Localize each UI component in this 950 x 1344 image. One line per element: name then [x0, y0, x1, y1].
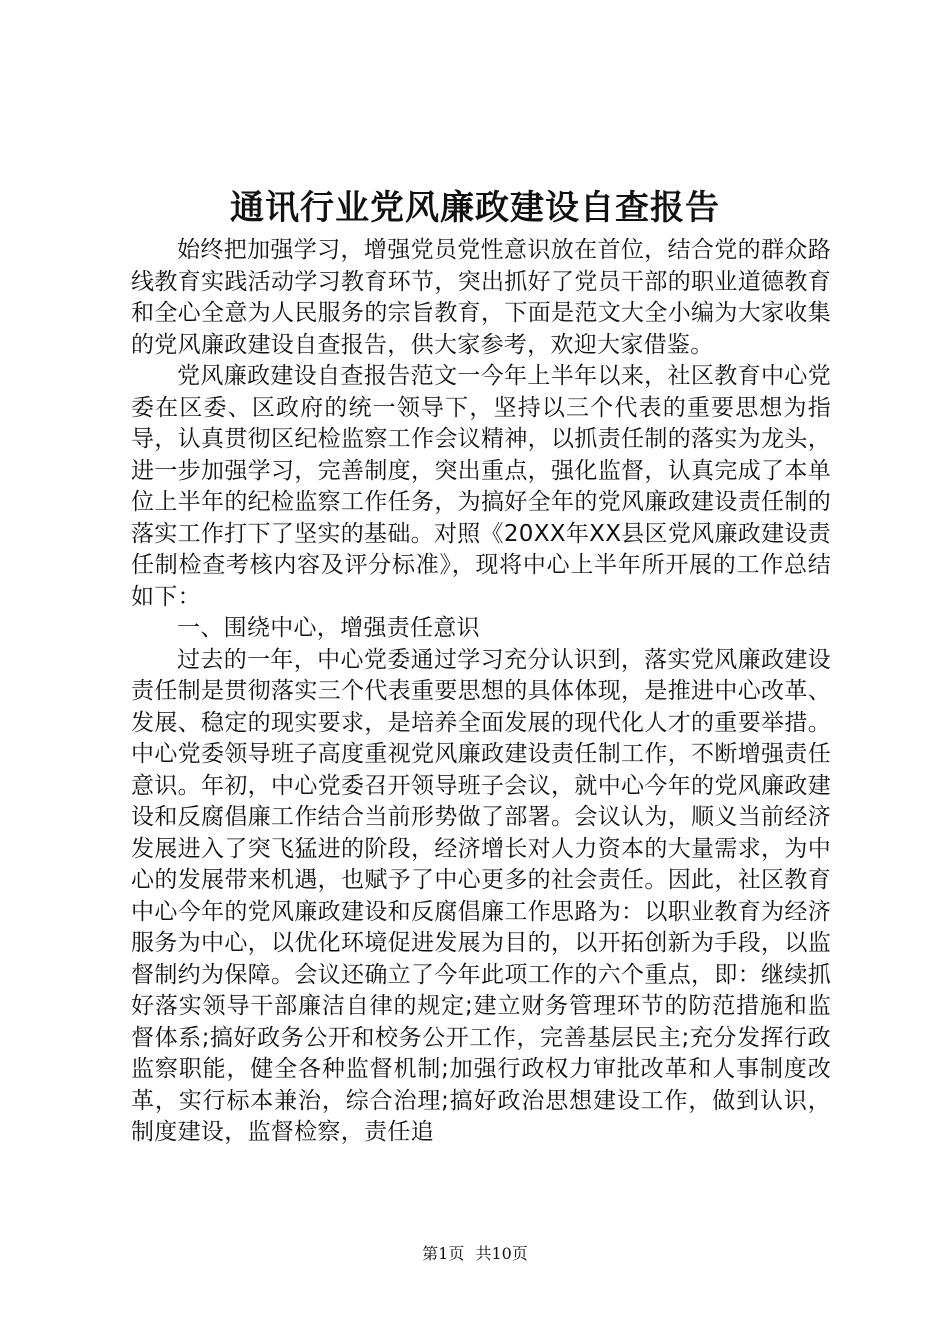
page-number: 第1页 [422, 1244, 465, 1263]
section-heading-1: 一、围绕中心，增强责任意识 [177, 615, 480, 641]
page-footer [0, 1243, 950, 1265]
paragraph-section-1: 过去的一年，中心党委通过学习充分认识到，落实党风廉政建设责任制是贯彻落实三个代表重要思想的具体体现，是推进中心改革、发展、稳定的现实要求，是培养全面发展的现代化人才的重要举措。中心党委领导班子高度重视党风廉政建设责任制工作，不断增强责任意识。年初，中心党委召开领导班子会议，就中心今年的党风廉政建设和反腐倡廉工作结合当前形势做了部署。会议认为，顺义当前经济发展进入了突飞猛进的阶段，经济增长对人力资本的大量需求，为中心的发展带来机遇，也赋予了中心更多的社会责任。因此，社区教育中心今年的党风廉政建设和反腐倡廉工作思路为：以职业教育为经济服务为中心，以优化环境促进发展为目的，以开拓创新为手段，以监督制约为保障。会议还确立了今年此项工作的六个重点，即：继续抓好落实领导干部廉洁自律的规定;建立财务管理环节的防范措施和监督体系;搞好政务公开和校务公开工作，完善基层民主;充分发挥行政监察职能，健全各种监督机制;加强行政权力审批改革和人事制度改革，实行标本兼治，综合治理;搞好政治思想建设工作，做到认识，制度建设，监督检察，责任追 [131, 646, 831, 1145]
document-title: 通讯行业党风廉政建设自查报告 [230, 188, 720, 228]
paragraph-report-opening: 党风廉政建设自查报告范文一今年上半年以来，社区教育中心党委在区委、区政府的统一领导下，坚持以三个代表的重要思想为指导，认真贯彻区纪检监察工作会议精神，以抓责任制的落实为龙头，进一步加强学习，完善制度，突出重点，强化监督，认真完成了本单位上半年的纪检监察工作任务，为搞好全年的党风廉政建设责任制的落实工作打下了坚实的基础。对照《20XX年XX县区党风廉政建设责任制检查考核内容及评分标准》，现将中心上半年所开展的工作总结如下： [131, 363, 831, 610]
page-total: 共10页 [475, 1244, 528, 1263]
document-body [131, 235, 831, 1149]
paragraph-intro: 始终把加强学习，增强党员党性意识放在首位，结合党的群众路线教育实践活动学习教育环节，突出抓好了党员干部的职业道德教育和全心全意为人民服务的宗旨教育，下面是范文大全小编为大家收集的党风廉政建设自查报告，供大家参考，欢迎大家借鉴。 [131, 237, 831, 358]
